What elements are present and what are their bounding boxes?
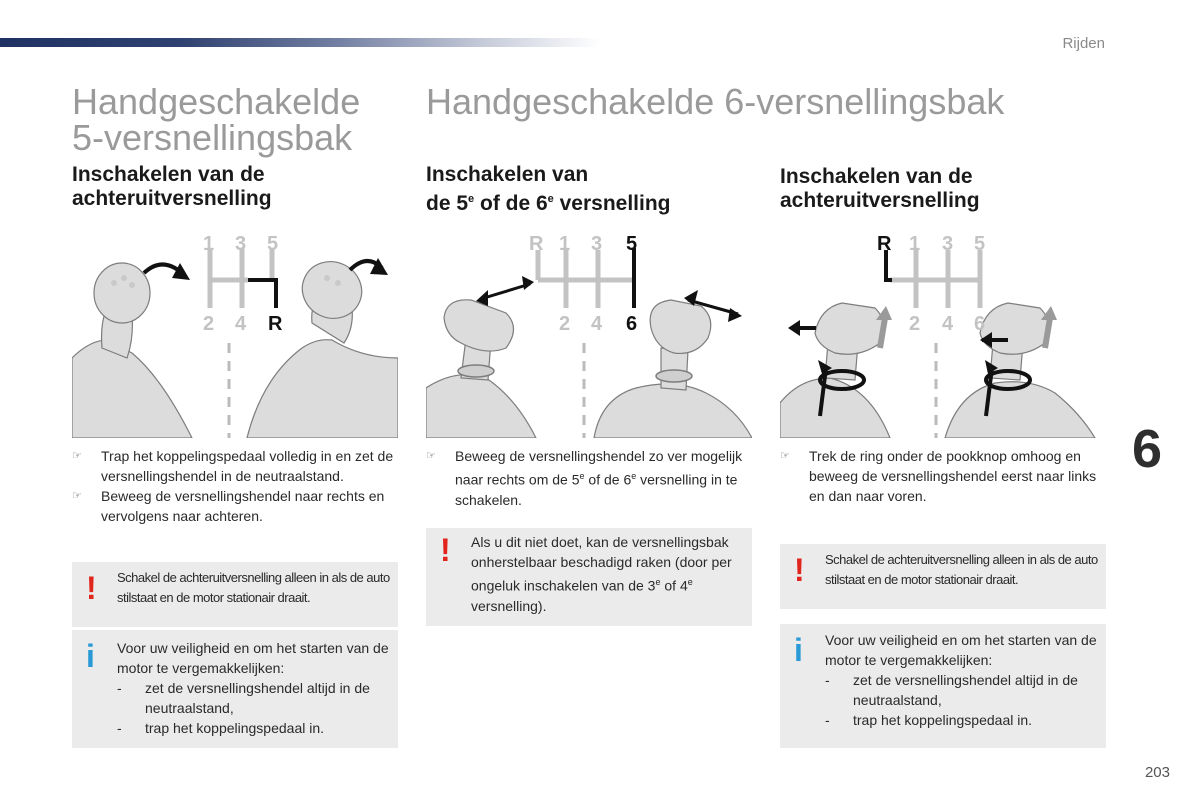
gate-label: 2 <box>909 313 921 335</box>
pointing-hand-icon: ☞ <box>426 450 436 462</box>
list-item: ☞ Trek de ring onder de pookknop omhoog en beweeg de versnellingshendel eerst naar links en dan naar voren. <box>780 448 1097 504</box>
gate-label-active: R <box>877 233 892 255</box>
info-text: Voor uw veiligheid en om het starten van de motor te vergemakkelijken: - zet de versnellingshendel altijd in de neutraalstand, - trap het koppelingspedaal in. <box>825 632 1097 728</box>
warning-text: Schakel de achteruitversnelling alleen in als de auto stilstaat en de motor stationair draait. <box>825 552 1098 587</box>
title-5-speed <box>72 81 361 158</box>
instructions-5th-6th <box>426 446 750 510</box>
subtitle-line: Inschakelen van <box>426 163 589 186</box>
gearshift-figure-5th-6th <box>426 228 752 438</box>
gate-label-active: R <box>268 313 283 335</box>
warning-box <box>72 562 398 627</box>
subtitle-line: achteruitversnelling <box>72 187 272 210</box>
subtitle-line: Inschakelen van de <box>780 165 973 188</box>
list-item: - trap het koppelingspedaal in. <box>825 712 1033 728</box>
gate-label: 6 <box>974 313 986 335</box>
subtitle-reverse-5 <box>72 163 272 211</box>
info-box <box>72 630 398 748</box>
gate-label: 4 <box>591 313 603 335</box>
page-number: 203 <box>1144 764 1170 781</box>
subtitle-5th-6th: Inschakelen van de 5e of de 6e versnelling <box>426 163 671 215</box>
title-6-speed: Handgeschakelde 6-versnellingsbak <box>426 81 1005 122</box>
list-item: ☞ Trap het koppelingspedaal volledig in en zet de versnellingshendel in de neutraalstand. <box>72 448 394 484</box>
gate-label: 1 <box>909 233 921 255</box>
gate-label: 4 <box>235 313 247 335</box>
title-line: 5-versnellingsbak <box>72 117 353 158</box>
subtitle-line: achteruitversnelling <box>780 189 980 212</box>
header-color-bar <box>0 38 600 47</box>
gate-label: 5 <box>267 233 279 255</box>
list-item: ☞ Beweeg de versnellingshendel zo ver mogelijk naar rechts om de 5e of de 6e versnelling in te schakelen. <box>426 448 743 508</box>
gate-label: 1 <box>559 233 571 255</box>
exclamation-icon: ! <box>440 532 451 568</box>
pointing-hand-icon: ☞ <box>72 490 82 502</box>
list-item: ☞ Beweeg de versnellingshendel naar rechts en vervolgens naar achteren. <box>72 488 385 524</box>
info-icon: i <box>86 638 95 674</box>
list-item: - zet de versnellingshendel altijd in de neutraalstand, <box>825 672 1078 708</box>
gate-label: 2 <box>203 313 215 335</box>
subtitle-line: Inschakelen van de <box>72 163 265 186</box>
gate-label-active: 6 <box>626 313 638 335</box>
section-label: Rijden <box>1062 35 1105 52</box>
gate-label: 3 <box>942 233 954 255</box>
gate-label: 3 <box>235 233 247 255</box>
warning-box <box>780 544 1106 609</box>
list-item: - trap het koppelingspedaal in. <box>117 720 325 736</box>
info-icon: i <box>794 632 803 668</box>
pointing-hand-icon: ☞ <box>72 450 82 462</box>
gate-label: R <box>529 233 544 255</box>
gate-label: 5 <box>974 233 986 255</box>
instructions-reverse-6 <box>780 446 1110 506</box>
instructions-5speed <box>72 446 396 526</box>
warning-text: Als u dit niet doet, kan de versnellingsbak onherstelbaar beschadigd raken (door per ongeluk inschakelen van de 3e of 4e versnelling). <box>471 534 732 614</box>
gate-label-active: 5 <box>626 233 638 255</box>
gearshift-figure-reverse-6 <box>780 228 1106 438</box>
pointing-hand-icon: ☞ <box>780 450 790 462</box>
gate-label: 4 <box>942 313 954 335</box>
title-line: Handgeschakelde <box>72 81 361 122</box>
warning-text: Schakel de achteruitversnelling alleen in als de auto stilstaat en de motor stationair draait. <box>117 570 390 605</box>
gearshift-figure-5speed <box>72 228 398 438</box>
warning-box <box>426 528 752 626</box>
exclamation-icon: ! <box>794 552 805 588</box>
info-box <box>780 624 1106 748</box>
list-item: - zet de versnellingshendel altijd in de neutraalstand, <box>117 680 370 716</box>
gate-label: 1 <box>203 233 215 255</box>
exclamation-icon: ! <box>86 570 97 606</box>
chapter-number: 6 <box>1132 419 1163 479</box>
info-text: Voor uw veiligheid en om het starten van de motor te vergemakkelijken: - zet de versnellingshendel altijd in de neutraalstand, - trap het koppelingspedaal in. <box>117 640 389 736</box>
gate-label: 3 <box>591 233 603 255</box>
subtitle-reverse-6 <box>780 165 980 213</box>
gate-label: 2 <box>559 313 571 335</box>
